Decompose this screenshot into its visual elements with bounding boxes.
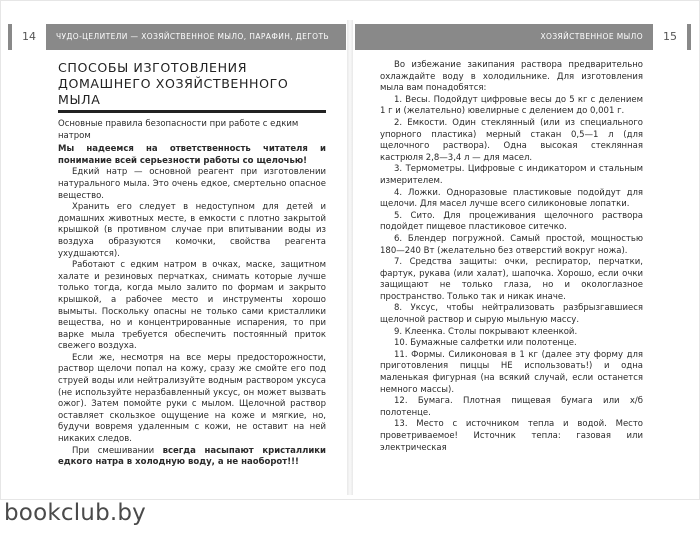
list-item: 10. Бумажные салфетки или полотенце. [394, 338, 577, 349]
right-page-number: 15 [653, 24, 687, 50]
list-item: 5. Сито. Для процеживания щелочного раствора подойдет пищевое пластиковое ситечко. [380, 210, 643, 233]
left-page-header [8, 24, 346, 50]
paragraph-1: Едкий натр — основной реагент при изготовлении натурального мыла. Это очень едкое, смертельно опасное вещество. [58, 167, 326, 201]
left-page-body [58, 60, 326, 469]
paragraph-5-bold: всегда насыпают кристаллики едкого натра в холодную воду, а не наоборот!!! [58, 445, 327, 468]
right-running-head: ХОЗЯЙСТВЕННОЕ МЫЛО [540, 32, 643, 41]
list-item: 4. Ложки. Одноразовые пластиковые подойдут для щелочи. Для масел лучше всего силиконовые лопатки. [380, 187, 643, 210]
section-title-line-1: СПОСОБЫ ИЗГОТОВЛЕНИЯ [58, 60, 248, 75]
right-page-header [355, 24, 691, 50]
list-item: 3. Термометры. Цифровые с индикатором и стальным измерителем. [380, 164, 643, 186]
right-page-body [380, 60, 643, 454]
section-title-line-2: ДОМАШНЕГО ХОЗЯЙСТВЕННОГО МЫЛА [58, 76, 289, 107]
book-gutter [347, 20, 353, 495]
left-running-head: ЧУДО-ЦЕЛИТЕЛИ — ХОЗЯЙСТВЕННОЕ МЫЛО, ПАРАФИН, ДЕГОТЬ [56, 32, 330, 41]
title-underline [58, 110, 326, 113]
list-item: 1. Весы. Подойдут цифровые весы до 5 кг с делением 1 г и (желательно) ювелирные с делением до 0,001 г. [380, 94, 643, 117]
paragraph-5-start: При смешивании [72, 445, 163, 456]
paragraph-5 [58, 446, 326, 469]
list-item: 2. Емкости. Один стеклянный (или из специального упорного пластика) мерный стакан 0,5—1 л (для щелочного раствора). Одна высокая стеклянная кастрюля 2,8—3,4 л — для масел. [380, 117, 643, 163]
list-item: 13. Место с источником тепла и водой. Место проветриваемое! Источник тепла: газовая или электрическая [380, 419, 643, 453]
list-item: 9. Клеенка. Столы покрывают клеенкой. [394, 326, 578, 337]
list-item: 6. Блендер погружной. Самый простой, мощностью 180—240 Вт (желательно без отверстий вокруг ножа). [380, 233, 643, 256]
paragraph-3: Работают с едким натром в очках, маске, защитном халате и резиновых перчатках, снимать которые лучше только тогда, когда мыло залито по формам и закрыто крышкой, а рабочее место и инструменты хорошо вымыты. Поскольку опасны не только сами кристаллики вещества, но и концентрированные испарения, то при варке мыла требуется обеспечить постоянный приток свежего воздуха. [58, 260, 326, 352]
watermark: bookclub.by [4, 500, 146, 526]
left-page-number: 14 [12, 24, 46, 50]
paragraph-2: Хранить его следует в недоступном для детей и домашних животных месте, в емкости с плотно закрытой крышкой (в противном случае при впитывании воды из воздуха образуются комочки, свойства реагента ухудшаются). [58, 202, 326, 259]
bold-note: Мы надеемся на ответственность читателя и понимание всей серьезности работы со щелочью! [58, 144, 326, 166]
list-item: 7. Средства защиты: очки, респиратор, перчатки, фартук, рукава (или халат), шапочка. Хорошо, если очки защищают не только глаза, но и окологлазное пространство. Только так и никак иначе. [380, 257, 643, 302]
paragraph-4: Если же, несмотря на все меры предосторожности, раствор щелочи попал на кожу, сразу же смойте его под струей воды или нейтрализуйте водным раствором уксуса (не используйте неразбавленный уксус, он может вызвать ожог). Затем помойте руки с мылом. Щелочной раствор оставляет скользкое ощущение на коже и мягкие, но, будучи вовремя удаленным с кожи, не оставит на ней никаких следов. [58, 352, 326, 445]
list-item: 8. Уксус, чтобы нейтрализовать разбрызгавшиеся щелочной раствор и сырую мыльную массу. [380, 303, 643, 326]
rules-heading: Основные правила безопасности при работе с едким натром [58, 119, 299, 141]
list-item: 12. Бумага. Плотная пищевая бумага или х/б полотенце. [380, 396, 643, 418]
list-item: 11. Формы. Силиконовая в 1 кг (далее эту форму для приготовления пиццы НЕ использовать!) и одна маленькая фигурная (на всякий случай, если останется немного массы). [380, 349, 643, 395]
intro-paragraph: Во избежание закипания раствора предварительно охлаждайте воду в холодильнике. Для изготовления мыла вам понадобятся: [380, 60, 643, 94]
